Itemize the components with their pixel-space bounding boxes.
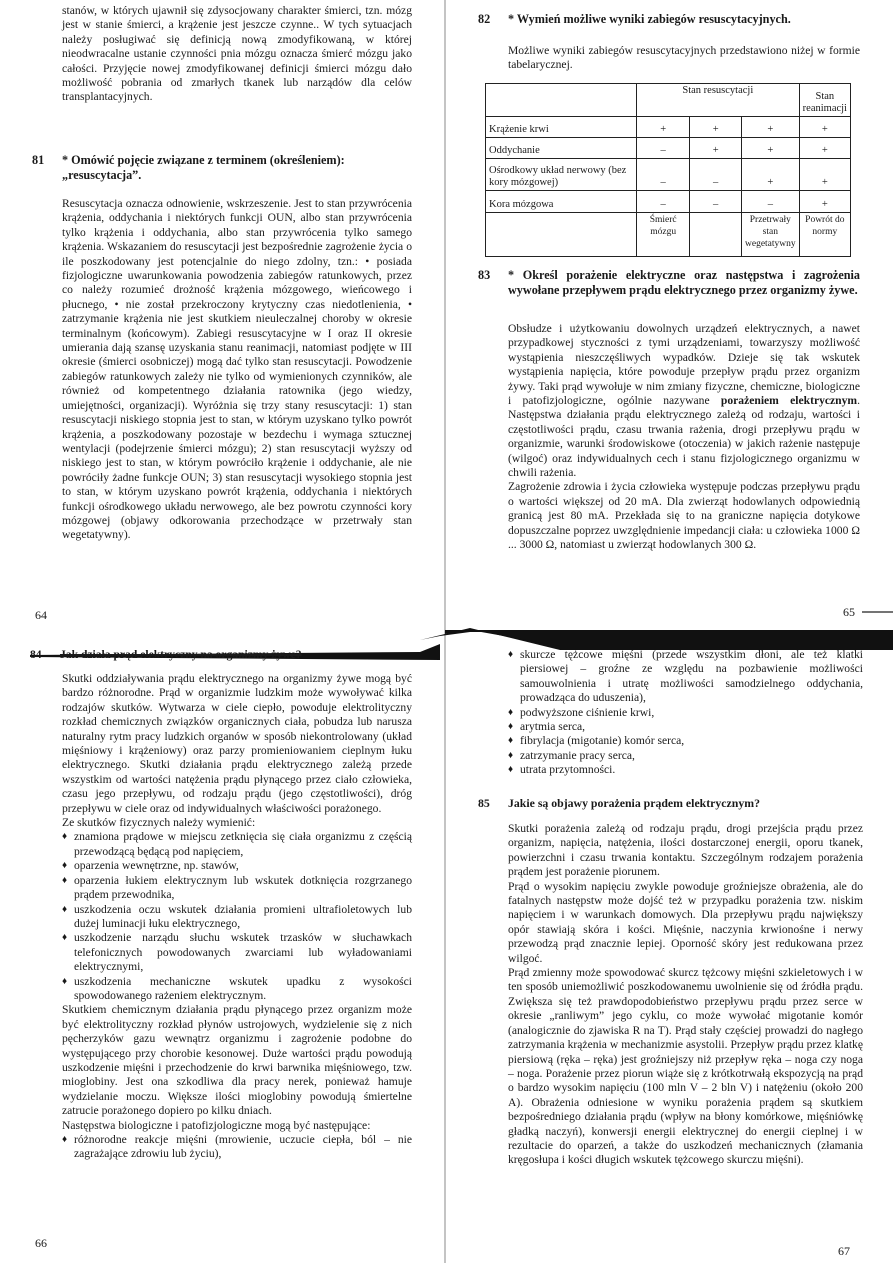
outcome-cell: Przetrwały stan wegetatywny xyxy=(742,213,800,257)
paragraph: Skutki porażenia zależą od rodzaju prądu, drogi przejścia prądu przez organizm, napięcia, natężenia, ilości dostarczonej energii, oporu tkanek, powierzchni i czasu trwania kontaktu. Szczególnym rodzajem porażenia prądem jest porażenie piorunem. xyxy=(508,822,863,879)
list-item: ♦ znamiona prądowe w miejscu zetknięcia się ciała organizmu z częścią przewodzącą będącą pod napięciem, xyxy=(62,830,412,859)
list-item: ♦ oparzenia łukiem elektrycznym lub wskutek dotknięcia rozgrzanego prądem przewodnika, xyxy=(62,874,412,903)
list-item: ♦ skurcze tężcowe mięśni (przede wszystkim dłoni, ale też klatki piersiowej – groźne ze względu na pozbawienie możliwości samouwolnienia i utratę możliwości samodzielnego oddychania, prowadząca do uduszenia), xyxy=(508,648,863,706)
header-resuscitation: Stan resuscytacji xyxy=(637,84,800,117)
cell: + xyxy=(799,159,850,191)
row-label: Krążenie krwi xyxy=(486,117,637,138)
question-title: * Omówić pojęcie związane z terminem (określeniem): „resuscytacja”. xyxy=(62,153,345,182)
cell: + xyxy=(690,138,742,159)
outcome-cell xyxy=(690,213,742,257)
text: . Następstwa działania prądu elektrycznego zależą od rodzaju, wartości i częstotliwości prądu, czasu trwania rażenia, drogi przepływu prądu w organizmie, warunki środowiskowe (otoczenia) w jakich rażenie następuje (wilgoć) oraz indywidualnych cech i stanu fizjologicznego organizmu w chwili rażenia. xyxy=(508,394,860,480)
page-number-66: 66 xyxy=(35,1236,47,1250)
row-label: Ośrodkowy układ nerwowy (bez kory mózgowej) xyxy=(486,159,637,191)
row-label: Kora mózgowa xyxy=(486,191,637,213)
list-item: ♦ arytmia serca, xyxy=(508,720,863,734)
page-64-paragraph-1: stanów, w których ujawnił się zdysocjowany charakter śmierci, tzn. mózg jest w stanie śmierci, a krążenie jest jeszcze czynne.. W tych sytuacjach należy posługiwać się definicją nową zmodyfikowaną, w której nieodwracalne ustanie czynności pnia mózgu oznacza śmierć mózgu jako całości. Przyjęcie nowej zmodyfikowanej definicji śmierci mózgu dało możliwość pobrania od zmarłych tkanek lub narządów dla celów transplantacyjnych. xyxy=(62,4,412,104)
question-title: Jakie są objawy porażenia prądem elektrycznym? xyxy=(508,796,760,810)
question-83-heading xyxy=(478,268,860,298)
list-item: ♦ uszkodzenie narządu słuchu wskutek trzasków w słuchawkach telefonicznych powodowanych zwarciami lub wyładowaniami elektrycznymi, xyxy=(62,931,412,974)
header-reanimation: Stan reanimacji xyxy=(799,84,850,117)
list-item: ♦ oparzenia wewnętrzne, np. stawów, xyxy=(62,859,412,873)
question-82-heading xyxy=(478,12,860,27)
bold-term: porażeniem elektrycznym xyxy=(720,394,858,408)
biological-effects-list xyxy=(62,1133,412,1162)
page-number-67: 67 xyxy=(838,1244,850,1258)
cell: – xyxy=(637,159,690,191)
question-84-heading xyxy=(30,647,420,662)
question-number: 85 xyxy=(478,796,490,810)
cell: – xyxy=(690,191,742,213)
table-row xyxy=(486,138,851,159)
question-83-body xyxy=(508,322,860,553)
fold-shadow xyxy=(420,628,893,650)
cell: + xyxy=(799,191,850,213)
question-number: 83 xyxy=(478,268,491,282)
table-corner-cell xyxy=(486,84,637,117)
cell: + xyxy=(690,117,742,138)
paragraph: Skutkiem chemicznym działania prądu płynącego przez organizm może być elektrolityczny rozkład płynów ustrojowych, wydzielenie się z nich pęcherzyków gazu wewnątrz organizmu i zagrożenie podobne do występującego przy chorobie kesonowej. Duże wartości prądu powodują uszkodzenie mięśni i przechodzenie do krwi barwnika mięśniowego, tzw. mioglobiny. Jest ona szkodliwa dla pracy nerek, ponieważ hamuje wydzielanie moczu. Większe ilości mioglobiny powodują śmiertelne zatrucie porażonego dopiero po kilku dniach. xyxy=(62,1003,412,1118)
list-item: ♦ uszkodzenia oczu wskutek działania promieni ultrafioletowych lub dużej luminacji łuku elektrycznego, xyxy=(62,903,412,932)
cell: + xyxy=(637,117,690,138)
list-item: ♦ zatrzymanie pracy serca, xyxy=(508,749,863,763)
list-intro: Ze skutków fizycznych należy wymienić: xyxy=(62,816,256,830)
cell: + xyxy=(799,138,850,159)
question-85-body xyxy=(508,822,863,1168)
paragraph: Prąd zmienny może spowodować skurcz tężcowy mięśni szkieletowych i w ten sposób uniemożliwić poszkodowanemu uwolnienie się od źródła prądu. Zwiększa się też prawdopodobieństwo przepływu prądu przez serce w okresie „ranliwym” jego cyklu, co może wywołać migotanie komór (analogicznie do zjawiska R na T). Prąd stały częściej prowadzi do nagłego zatrzymania krążenia w mechanizmie asystolii. Przepływ prądu przez klatkę piersiową (ręka – ręka) jest groźniejszy niż przepływ ręka – noga czy noga – noga. Porażenie przez piorun wiąże się z krótkotrwałą ekspozycją na prąd o bardzo wysokim napięciu (100 mln V – 2 bln V) i natężeniu (około 200 A). Obrażenia odniesione w wyniku porażenia prądem są skutkiem bezpośredniego działania prądu (wpływ na błony komórkowe, mięśniówkę gładką naczyń), konwersji energii elektrycznej do energii cieplnej i w rezultacie do oparzeń, a także do uszkodzeń mechanicznych (złamania kręgosłupa i kości długich wskutek tężcowego skurczu mięśni). xyxy=(508,966,863,1167)
cell: – xyxy=(690,159,742,191)
page-number-65: 65 xyxy=(843,605,855,619)
table-outcome-row xyxy=(486,213,851,257)
question-number: 81 xyxy=(32,153,45,167)
resuscitation-results-table xyxy=(485,83,851,257)
cell: – xyxy=(742,191,800,213)
cell: + xyxy=(742,117,800,138)
question-85-heading xyxy=(478,796,863,811)
outcome-cell: Powrót do normy xyxy=(799,213,850,257)
paragraph: Prąd o wysokim napięciu zwykle powoduje groźniejsze obrażenia, ale do fatalnych następstw może dojść też w przypadku porażenia tzw. niskim napięciem i w warunkach domowych. Dla przepływu prądu największy opór stawiają skóra i kości. Mięśnie, naczynia krwionośne i nerwy przewodzą prąd znacznie lepiej. Oporność skóry jest redukowana przez wilgoć. xyxy=(508,879,863,965)
paragraph xyxy=(508,322,860,480)
question-82-intro: Możliwe wyniki zabiegów resuscytacyjnych przedstawiono niżej w formie tabelarycznej. xyxy=(508,44,860,72)
physical-effects-list xyxy=(62,830,412,1003)
cell: + xyxy=(799,117,850,138)
text: Obsłudze i użytkowaniu dowolnych urządzeń elektrycznych, a nawet przypadkowej styczności z tymi urządzeniami, towarzyszy możliwość wystąpienia nieszczęśliwych wypadków. Dzieje się tak wskutek wystąpienia napięcia, które powoduje przepływ prądu przez organizm żywy. Taki prąd wywołuje w nim zmiany fizyczne, chemiczne, biologiczne i patofizjologiczne, ogólnie nazywane xyxy=(508,322,860,408)
outcome-cell: Śmierć mózgu xyxy=(637,213,690,257)
page-number-64: 64 xyxy=(35,608,47,622)
list-item: ♦ podwyższone ciśnienie krwi, xyxy=(508,706,863,720)
table-row xyxy=(486,117,851,138)
cell: – xyxy=(637,191,690,213)
cell: + xyxy=(742,138,800,159)
question-number: 84 xyxy=(30,648,42,661)
cell: + xyxy=(742,159,800,191)
list-item: ♦ utrata przytomności. xyxy=(508,763,863,777)
list-item: ♦ różnorodne reakcje mięśni (mrowienie, uczucie ciepła, ból – nie zagrażające zdrowiu lub życiu), xyxy=(62,1133,412,1162)
question-number: 82 xyxy=(478,12,491,26)
table-header-row xyxy=(486,84,851,117)
biological-effects-list-continued xyxy=(508,648,863,778)
page-67-list-continuation xyxy=(508,648,863,778)
paragraph: Skutki oddziaływania prądu elektrycznego na organizmy żywe mogą być bardzo różnorodne. Prąd w organizmie ludzkim może wywoływać kilka rodzajów skutków. Wytwarza w ciele ciepło, powoduje elektrolityczny rozkład chemicznych związków organicznych ciała, pobudza lub narusza naturalny rytm pracy ludzkich organów w sposób niekontrolowany (układ mięśniowy i krążeniowy) oraz parzy promieniowaniem cieplnym łuku elektrycznego. Skutki działania prądu elektrycznego zależą przede wszystkim od wartości natężenia prądu płynącego przez ciało człowieka, czasu jego przepływu, od rodzaju prądu (jego częstotliwości), dróg przepływu w ciele oraz od indywidualnych właściwości porażonego. xyxy=(62,672,412,815)
question-title: * Określ porażenie elektryczne oraz następstwa i zagrożenia wywołane przepływem prądu elektrycznego przez organizmy żywe. xyxy=(508,268,860,297)
list-intro: Następstwa biologiczne i patofizjologiczne mogą być następujące: xyxy=(62,1118,371,1132)
paragraph: Zagrożenie zdrowia i życia człowieka występuje podczas przepływu prądu o wartości większej od 20 mA. Dla zwierząt hodowlanych odpowiednią granicą jest 80 mA. Przekłada się to na graniczne napięcia dotykowe dopuszczalne poprzez uwzględnienie impedancji ciała: u człowieka 1000 Ω ... 3000 Ω, natomiast u zwierząt hodowlanych 300 Ω. xyxy=(508,480,860,552)
question-title: * Wymień możliwe wyniki zabiegów resuscytacyjnych. xyxy=(508,12,791,26)
empty-cell xyxy=(486,213,637,257)
list-item: ♦ uszkodzenia mechaniczne wskutek upadku z wysokości spowodowanego rażeniem elektrycznym. xyxy=(62,975,412,1004)
table-row xyxy=(486,159,851,191)
page-64-paragraph-2: Resuscytacja oznacza odnowienie, wskrzeszenie. Jest to stan przywrócenia krążenia, oddychania i niektórych funkcji OUN, albo stan przywrócenia tylko krążenia i oddychania, albo stan przywrócenia tylko samego krążenia. Wskazaniem do resuscytacji jest bezpośrednie zagrożenie życia o ile poszkodowany jest potencjalnie do niego zdolny, tzn.: • posiada fizjologiczne uwarunkowania powodzenia zabiegów ratunkowych, przez co należy rozumieć drożność krążenia mózgowego, wieńcowego i płucnego, • nie został przekroczony krytyczny czas niedotlenienia, • zatrzymanie krążenia nie jest skutkiem nieuleczalnej choroby w okresie terminalnym (końcowym). Zabiegi resuscytacyjne w I oraz II okresie umierania dają szansę uzyskania stanu reanimacji, natomiast podjęte w III okresie (śmierci osobniczej) mogą dać tylko stan resuscytacji. Powodzenie zabiegów ratunkowych zależy nie tylko od wymienionych czynników, ale również od kompetentnego działania ratownika (jego wiedzy, umiejętności, organizacji). Wyróżnia się trzy stany resuscytacji: 1) stan resuscytacji niskiego stopnia jest to stan, w którym uzyskano tylko powrót krążenia, a poszkodowany pozostaje w bezdechu i wymaga sztucznej wentylacji (podejrzenie śmierci mózgu); 2) stan resuscytacji wyższy od niskiego jest to stan, w którym powróciło krążenie i oddychanie, ale nie powróciły żadne funkcje OUN; 3) stan resuscytacji wysokiego stopnia jest to stan, w którym uzyskano powrót krążenia, oddychania i niektórych funkcji ośrodkowego układu nerwowego, ale bez powrotu czynności kory mózgowej (objawy odkorowania przechodzące w przetrwały stan wegetatywny). xyxy=(62,197,412,542)
cell: – xyxy=(637,138,690,159)
question-title: Jak działa prąd elektryczny na organizmy żywe? xyxy=(60,648,302,661)
question-81-heading xyxy=(32,153,412,183)
question-84-body xyxy=(62,672,412,1162)
row-label: Oddychanie xyxy=(486,138,637,159)
list-item: ♦ fibrylacja (migotanie) komór serca, xyxy=(508,734,863,748)
table-row xyxy=(486,191,851,213)
